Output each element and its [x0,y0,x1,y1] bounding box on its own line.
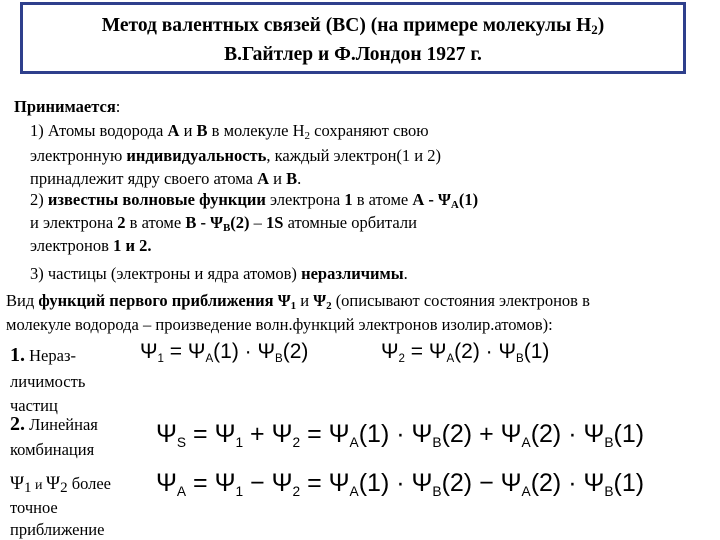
accepted-heading: Принимается: [14,97,121,116]
formula-psi-s: ΨS = Ψ1 + Ψ2 = ΨA(1) · ΨB(2) + ΨA(2) · ΨB(1) [156,420,645,450]
item-2-line-2: комбинация [10,440,95,459]
item-3-line-1: $\Psi_1$ и $\Psi_2$ более [10,473,111,496]
item-3-line-2: точное [10,498,58,517]
item-2-line-1: 2. Линейная [10,413,98,435]
title-line-1: Метод валентных связей (ВС) (на примере молекулы $H_2$) [101,15,605,37]
point-1-line-3: принадлежит ядру своего атома А и В. [30,169,302,188]
point-3: 3) частицы (электроны и ядра атомов) неразличимы. [30,264,408,283]
title-line-2: В.Гайтлер и Ф.Лондон 1927 г. [224,44,482,65]
formula-psi-a: ΨA = Ψ1 − Ψ2 = ΨA(1) · ΨB(2) − ΨA(2) · ΨB(1) [156,469,645,499]
point-2-line-1: 2) известны волновые функции электрона 1 в атоме А - $\Psi_A(1)$ [30,190,479,211]
functions-line-2: молекуле водорода – произведение волн.функций электронов изолир.атомов): [6,315,553,334]
title-box [20,2,686,74]
point-2-line-3: электронов 1 и 2. [30,236,152,255]
item-3-line-3: приближение [10,520,105,539]
point-1-line-1: 1) Атомы водорода А и В в молекуле $Н_2$ сохраняют свою [30,121,429,142]
formula-psi-2: Ψ2 = ΨA(2) · ΨB(1) [381,340,550,366]
item-1-line-2: личимость [10,372,86,391]
item-1-line-1: 1. Нераз- [10,344,76,366]
formula-psi-1: Ψ1 = ΨA(1) · ΨB(2) [140,340,309,366]
item-1-line-3: частиц [10,396,58,415]
functions-line-1: Вид функций первого приближения $\Psi_1$ и $\Psi_2$ (описывают состояния электронов в [6,291,590,312]
point-2-line-2: и электрона 2 в атоме В - $\Psi_B(2) - 1S$ атомные орбитали [30,213,417,234]
point-1-line-2: электронную индивидуальность, каждый электрон(1 и 2) [30,146,442,165]
